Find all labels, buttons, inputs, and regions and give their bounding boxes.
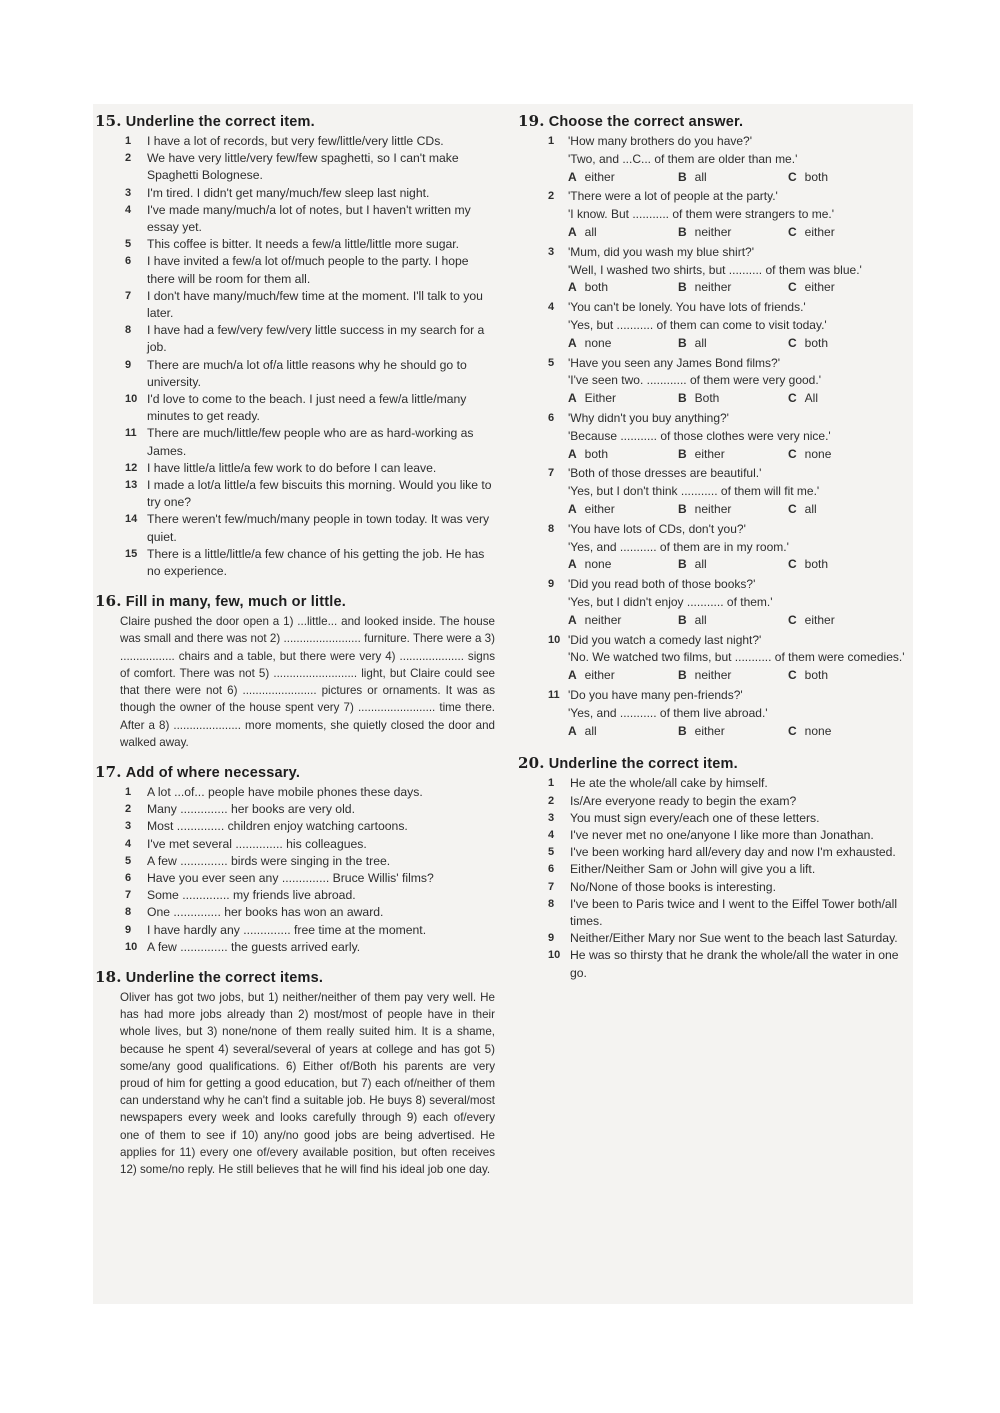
item-number: 13 bbox=[125, 479, 138, 492]
item-text: I've never met no one/anyone I like more than Jonathan. bbox=[570, 827, 874, 842]
question-item bbox=[518, 299, 913, 352]
option-text: none bbox=[584, 557, 612, 572]
answer-option bbox=[678, 612, 788, 630]
section-heading: Choose the correct answer. bbox=[548, 114, 744, 130]
item-text: Many .............. her books are very old. bbox=[147, 802, 355, 817]
option-letter: A bbox=[568, 668, 577, 683]
item-number: 4 bbox=[125, 837, 132, 850]
option-letter: A bbox=[568, 612, 577, 627]
answer-line: 'Well, I washed two shirts, but .......... of them was blue.' bbox=[568, 262, 862, 277]
option-text: both bbox=[804, 169, 829, 184]
item-text: I'm tired. I didn't get many/much/few sleep last night. bbox=[147, 185, 430, 200]
item-text: A few .............. the guests arrived early. bbox=[147, 939, 361, 954]
answer-options bbox=[568, 556, 913, 574]
section-17 bbox=[95, 763, 495, 956]
question-line: 'How many brothers do you have?' bbox=[568, 134, 753, 148]
option-text: either bbox=[584, 501, 615, 516]
answer-option bbox=[788, 169, 898, 187]
option-letter: C bbox=[788, 501, 797, 516]
option-letter: C bbox=[788, 612, 797, 627]
item-text: There are much/a lot of/a little reasons why he should go to university. bbox=[147, 357, 467, 389]
item-number: 10 bbox=[125, 393, 138, 406]
answer-options bbox=[568, 501, 913, 519]
section-number: 20. bbox=[518, 754, 545, 773]
list-item bbox=[95, 887, 495, 904]
option-letter: C bbox=[788, 280, 797, 295]
option-text: either bbox=[804, 612, 835, 627]
list-item bbox=[95, 853, 495, 870]
option-letter: B bbox=[678, 224, 687, 239]
item-number: 6 bbox=[548, 411, 555, 424]
answer-line: 'Yes, and ........... of them live abroad.' bbox=[568, 705, 768, 720]
item-text: He ate the whole/all cake by himself. bbox=[570, 776, 768, 791]
section-title bbox=[95, 112, 495, 130]
section-18 bbox=[95, 968, 495, 1178]
answer-option bbox=[678, 556, 788, 574]
item-text: No/None of those books is interesting. bbox=[570, 879, 776, 894]
answer-option bbox=[678, 224, 788, 242]
option-text: all bbox=[694, 335, 707, 350]
option-letter: A bbox=[568, 335, 577, 350]
question-item bbox=[518, 410, 913, 463]
answer-option bbox=[788, 224, 898, 242]
option-text: either bbox=[694, 446, 725, 461]
item-text: I made a lot/a little/a few biscuits this morning. Would you like to try one? bbox=[147, 478, 492, 510]
option-text: neither bbox=[584, 612, 622, 627]
question-item bbox=[518, 244, 913, 297]
item-text: You must sign every/each one of these letters. bbox=[570, 810, 820, 825]
answer-line: 'Yes, but I didn't enjoy ........... of them.' bbox=[568, 594, 773, 609]
question-line: 'There were a lot of people at the party.' bbox=[568, 189, 778, 204]
item-number: 12 bbox=[125, 461, 138, 474]
item-number: 8 bbox=[548, 522, 555, 535]
list-item bbox=[95, 836, 495, 853]
item-text: There is a little/little/a few chance of his getting the job. He has no experience. bbox=[147, 546, 485, 579]
option-letter: A bbox=[568, 446, 577, 461]
text-paragraph: Oliver has got two jobs, but 1) neither/neither of them pay very well. He has had more jobs already than 2) most/most of people have in their whole lives, but 3) none/none of them really suited him. It is a shame, because he spent 4) several/several of years at college and has got 5) some/any good qualifications. 6) Either of/Both his parents are very proud of him for getting a good education, but 7) each of/neither of them can understand why he can't find a suitable job. He buys 8) several/most newspapers every week and looks carefully through 9) each of/every one of them to see if 10) any/no good jobs are being advertised. He applies for 11) every one of/every available position, but often receives 12) some/no reply. He still believes that he will find his ideal job one day. bbox=[120, 990, 495, 1176]
answer-line: 'I've seen two. ............ of them were very good.' bbox=[568, 373, 821, 388]
option-letter: C bbox=[788, 224, 797, 239]
section-20 bbox=[518, 754, 913, 981]
item-number: 3 bbox=[125, 186, 132, 199]
section-number: 19. bbox=[518, 112, 545, 130]
list-item bbox=[95, 202, 495, 236]
option-letter: B bbox=[678, 169, 687, 184]
answer-option bbox=[568, 224, 678, 242]
answer-options bbox=[568, 723, 913, 741]
section-16 bbox=[95, 592, 495, 751]
list-item bbox=[95, 801, 495, 818]
item-number: 2 bbox=[548, 794, 555, 807]
option-letter: C bbox=[788, 557, 797, 572]
item-text: I have hardly any .............. free time at the moment. bbox=[147, 922, 427, 937]
option-letter: B bbox=[678, 280, 687, 295]
item-text: A few .............. birds were singing in the tree. bbox=[147, 853, 391, 868]
section-heading: Fill in many, few, much or little. bbox=[125, 594, 347, 611]
item-number: 7 bbox=[548, 880, 555, 893]
option-text: neither bbox=[694, 280, 732, 295]
option-text: both bbox=[584, 280, 609, 295]
item-number: 4 bbox=[548, 828, 555, 841]
option-letter: A bbox=[568, 501, 577, 516]
option-letter: B bbox=[678, 501, 687, 516]
list-item bbox=[518, 896, 913, 930]
answer-option bbox=[788, 279, 898, 297]
answer-line: 'Because ........... of those clothes were very nice.' bbox=[568, 428, 831, 443]
option-text: either bbox=[804, 224, 835, 239]
item-number: 6 bbox=[125, 255, 132, 268]
question-item bbox=[518, 632, 913, 685]
list-item bbox=[95, 818, 495, 835]
question-line: 'Did you watch a comedy last night?' bbox=[568, 632, 762, 647]
list-item bbox=[95, 784, 495, 801]
item-number: 5 bbox=[548, 846, 555, 859]
option-letter: C bbox=[788, 723, 797, 738]
option-text: Either bbox=[584, 391, 617, 406]
list-item bbox=[518, 827, 913, 844]
option-text: All bbox=[804, 391, 819, 406]
section-title bbox=[95, 763, 495, 781]
option-letter: B bbox=[678, 335, 687, 350]
answer-option bbox=[788, 612, 898, 630]
section-heading: Underline the correct items. bbox=[125, 969, 324, 986]
question-line: 'Do you have many pen-friends?' bbox=[568, 687, 743, 702]
option-text: none bbox=[804, 446, 832, 461]
list-item bbox=[95, 253, 495, 287]
item-number: 6 bbox=[548, 863, 555, 876]
answer-option bbox=[568, 335, 678, 353]
list-item bbox=[95, 150, 495, 184]
option-letter: A bbox=[568, 557, 577, 572]
item-text: One .............. her books has won an award. bbox=[147, 905, 384, 920]
item-text: Most .............. children enjoy watching cartoons. bbox=[147, 819, 408, 834]
option-letter: B bbox=[678, 446, 687, 461]
option-text: all bbox=[804, 501, 817, 516]
answer-line: 'Two, and ...C... of them are older than me.' bbox=[568, 151, 798, 166]
answer-option bbox=[788, 723, 898, 741]
answer-option bbox=[568, 556, 678, 574]
answer-option bbox=[678, 390, 788, 408]
answer-option bbox=[678, 446, 788, 464]
item-text: There weren't few/much/many people in town today. It was very quiet. bbox=[147, 512, 490, 544]
item-number: 5 bbox=[125, 854, 132, 867]
item-number: 1 bbox=[125, 135, 132, 147]
option-text: all bbox=[584, 723, 597, 738]
option-text: all bbox=[694, 612, 707, 627]
item-number: 14 bbox=[125, 513, 138, 526]
answer-option bbox=[788, 446, 898, 464]
option-text: neither bbox=[694, 501, 732, 516]
item-text: Have you ever seen any .............. Bruce Willis' films? bbox=[147, 870, 434, 885]
option-letter: C bbox=[788, 391, 797, 406]
answer-line: 'Yes, but I don't think ........... of them will fit me.' bbox=[568, 484, 820, 499]
option-text: either bbox=[694, 723, 725, 738]
item-number: 5 bbox=[548, 356, 555, 369]
answer-line: 'No. We watched two films, but ........... of them were comedies.' bbox=[568, 650, 905, 665]
option-text: either bbox=[584, 169, 615, 184]
answer-option bbox=[568, 446, 678, 464]
section-title bbox=[95, 968, 495, 986]
right-column bbox=[518, 112, 913, 994]
item-text: He was so thirsty that he drank the whole/all the water in one go. bbox=[570, 948, 899, 980]
item-number: 7 bbox=[125, 889, 132, 902]
item-number: 1 bbox=[548, 135, 555, 147]
option-letter: C bbox=[788, 668, 797, 683]
question-line: 'You can't be lonely. You have lots of friends.' bbox=[568, 300, 806, 315]
option-letter: B bbox=[678, 391, 687, 406]
list-item bbox=[518, 930, 913, 947]
answer-options bbox=[568, 390, 913, 408]
item-number: 2 bbox=[125, 152, 132, 165]
item-number: 3 bbox=[125, 820, 132, 833]
answer-options bbox=[568, 335, 913, 353]
answer-line: 'Yes, and ........... of them are in my room.' bbox=[568, 539, 789, 554]
item-number: 5 bbox=[125, 238, 132, 251]
option-text: all bbox=[694, 169, 707, 184]
left-column bbox=[95, 112, 495, 1190]
item-text: I have invited a few/a lot of/much people to the party. I hope there will be room for them all. bbox=[147, 254, 469, 286]
item-number: 10 bbox=[125, 940, 138, 953]
list-item bbox=[518, 793, 913, 810]
item-number: 9 bbox=[548, 932, 555, 945]
item-number: 9 bbox=[548, 578, 555, 591]
item-number: 8 bbox=[125, 906, 132, 919]
answer-option bbox=[568, 279, 678, 297]
section-19 bbox=[518, 112, 913, 740]
question-item bbox=[518, 355, 913, 408]
question-item bbox=[518, 465, 913, 518]
answer-options bbox=[568, 279, 913, 297]
item-text: I don't have many/much/few time at the moment. I'll talk to you later. bbox=[147, 288, 483, 321]
answer-line: 'Yes, but ........... of them can come to visit today.' bbox=[568, 317, 827, 332]
option-letter: A bbox=[568, 391, 577, 406]
list-item bbox=[518, 947, 913, 981]
item-number: 10 bbox=[548, 633, 561, 646]
item-text: I've been working hard all/every day and now I'm exhausted. bbox=[570, 845, 896, 860]
section-heading: Add of where necessary. bbox=[125, 764, 301, 781]
item-text: I've made many/much/a lot of notes, but I haven't written my essay yet. bbox=[147, 202, 471, 235]
list-item bbox=[95, 922, 495, 939]
answer-options bbox=[568, 224, 913, 242]
answer-options bbox=[568, 169, 913, 187]
item-text: There are much/little/few people who are as hard-working as James. bbox=[147, 426, 474, 458]
item-text: I have little/a little/a few work to do before I can leave. bbox=[147, 460, 437, 475]
item-text: I'd love to come to the beach. I just need a few/a little/many minutes to get ready. bbox=[147, 392, 467, 424]
option-letter: A bbox=[568, 224, 577, 239]
answer-option bbox=[568, 390, 678, 408]
item-number: 1 bbox=[548, 777, 555, 790]
answer-option bbox=[678, 279, 788, 297]
list-item bbox=[518, 810, 913, 827]
item-text: Either/Neither Sam or John will give you a lift. bbox=[570, 862, 816, 877]
question-line: 'You have lots of CDs, don't you?' bbox=[568, 521, 746, 536]
answer-option bbox=[678, 501, 788, 519]
item-number: 11 bbox=[125, 427, 137, 440]
option-letter: B bbox=[678, 612, 687, 627]
question-item bbox=[518, 521, 913, 574]
item-text: A lot ...of... people have mobile phones these days. bbox=[147, 784, 423, 799]
answer-option bbox=[788, 667, 898, 685]
item-text: Neither/Either Mary nor Sue went to the beach last Saturday. bbox=[570, 931, 898, 946]
item-text: I have a lot of records, but very few/little/very little CDs. bbox=[147, 134, 444, 148]
list-item bbox=[518, 775, 913, 792]
answer-line: 'I know. But ........... of them were strangers to me.' bbox=[568, 207, 835, 222]
answer-option bbox=[788, 556, 898, 574]
section-heading: Underline the correct item. bbox=[125, 114, 315, 130]
answer-option bbox=[788, 390, 898, 408]
item-number: 7 bbox=[548, 467, 555, 480]
option-letter: A bbox=[568, 723, 577, 738]
option-letter: C bbox=[788, 446, 797, 461]
option-text: Both bbox=[694, 391, 720, 406]
answer-option bbox=[788, 501, 898, 519]
item-text: Some .............. my friends live abroad. bbox=[147, 888, 356, 903]
list-item bbox=[95, 185, 495, 202]
item-number: 6 bbox=[125, 871, 132, 884]
answer-option bbox=[678, 335, 788, 353]
item-number: 2 bbox=[125, 803, 132, 816]
section-number: 18. bbox=[95, 967, 122, 986]
option-letter: B bbox=[678, 723, 687, 738]
item-number: 8 bbox=[548, 897, 555, 910]
question-line: 'Did you read both of those books?' bbox=[568, 577, 756, 592]
answer-option bbox=[678, 667, 788, 685]
item-text: I have had a few/very few/very little success in my search for a job. bbox=[147, 323, 485, 355]
option-text: either bbox=[584, 668, 615, 683]
item-text: I've been to Paris twice and I went to the Eiffel Tower both/all times. bbox=[570, 896, 898, 928]
answer-options bbox=[568, 612, 913, 630]
option-letter: C bbox=[788, 169, 797, 184]
question-line: 'Both of those dresses are beautiful.' bbox=[568, 466, 762, 481]
answer-option bbox=[568, 169, 678, 187]
list-item bbox=[95, 511, 495, 545]
list-item bbox=[518, 879, 913, 896]
option-letter: C bbox=[788, 335, 797, 350]
section-number: 17. bbox=[95, 762, 122, 781]
list-item bbox=[95, 236, 495, 253]
answer-options bbox=[568, 446, 913, 464]
option-text: neither bbox=[694, 224, 732, 239]
answer-option bbox=[788, 335, 898, 353]
answer-option bbox=[568, 612, 678, 630]
question-item bbox=[518, 576, 913, 629]
question-item bbox=[518, 687, 913, 740]
item-number: 9 bbox=[125, 358, 132, 371]
list-item bbox=[95, 357, 495, 391]
question-line: 'Why didn't you buy anything?' bbox=[568, 410, 729, 425]
list-item bbox=[95, 425, 495, 459]
option-letter: B bbox=[678, 557, 687, 572]
question-list bbox=[518, 133, 913, 740]
section-number: 15. bbox=[95, 112, 122, 130]
list-item bbox=[95, 904, 495, 921]
item-number: 2 bbox=[548, 190, 555, 203]
section-number: 16. bbox=[95, 592, 122, 611]
option-letter: B bbox=[678, 668, 687, 683]
answer-option bbox=[568, 667, 678, 685]
item-number: 1 bbox=[125, 785, 132, 798]
option-text: neither bbox=[694, 668, 732, 683]
option-text: all bbox=[694, 557, 707, 572]
item-text: This coffee is bitter. It needs a few/a little/little more sugar. bbox=[147, 237, 460, 252]
list-item bbox=[95, 322, 495, 356]
list-item bbox=[95, 460, 495, 477]
list-item bbox=[95, 939, 495, 956]
item-number: 8 bbox=[125, 324, 132, 337]
item-number: 7 bbox=[125, 289, 132, 302]
option-text: both bbox=[804, 557, 829, 572]
list-item bbox=[95, 870, 495, 887]
answer-option bbox=[678, 723, 788, 741]
answer-options bbox=[568, 667, 913, 685]
option-letter: A bbox=[568, 169, 577, 184]
question-line: 'Have you seen any James Bond films?' bbox=[568, 355, 781, 370]
item-number: 4 bbox=[548, 301, 555, 314]
option-text: both bbox=[804, 668, 829, 683]
option-text: either bbox=[804, 280, 835, 295]
option-text: both bbox=[584, 446, 609, 461]
item-text: Is/Are everyone ready to begin the exam? bbox=[570, 793, 797, 808]
question-item bbox=[518, 188, 913, 241]
list-item bbox=[518, 861, 913, 878]
item-number: 11 bbox=[548, 688, 560, 701]
item-number: 9 bbox=[125, 923, 132, 936]
answer-option bbox=[678, 169, 788, 187]
option-letter: A bbox=[568, 280, 577, 295]
section-title bbox=[518, 754, 913, 772]
item-number: 3 bbox=[548, 811, 555, 824]
list-item bbox=[95, 477, 495, 511]
item-number: 10 bbox=[548, 949, 561, 962]
section-title bbox=[518, 112, 913, 130]
list-item bbox=[95, 133, 495, 150]
option-text: all bbox=[584, 224, 597, 239]
item-text: I've met several .............. his colleagues. bbox=[147, 836, 367, 851]
list-item bbox=[95, 288, 495, 322]
option-text: none bbox=[584, 335, 612, 350]
list-item bbox=[518, 844, 913, 861]
option-text: both bbox=[804, 335, 829, 350]
item-number: 3 bbox=[548, 245, 555, 258]
item-number: 15 bbox=[125, 547, 138, 560]
question-line: 'Mum, did you wash my blue shirt?' bbox=[568, 244, 754, 259]
item-number: 4 bbox=[125, 203, 132, 216]
cloze-paragraph: Claire pushed the door open a 1) ...little... and looked inside. The house was small and there was not 2) ........................ furniture. There were a 3) ................. chairs and a table, but there were very 4) .................... signs of comfort. There was not 5) .......................... light, but Claire could see that there were not 6) ....................... pictures or ornaments. It was as though the owner of the house spent very 7) ........................ time there. After a 8) ..................... more moments, she quietly closed the door and walked away. bbox=[120, 615, 495, 749]
question-item bbox=[518, 133, 913, 186]
option-text: none bbox=[804, 723, 832, 738]
answer-option bbox=[568, 501, 678, 519]
section-heading: Underline the correct item. bbox=[548, 756, 738, 773]
list-item bbox=[95, 391, 495, 425]
item-text: We have very little/very few/few spaghetti, so I can't make Spaghetti Bolognese. bbox=[147, 151, 459, 183]
list-item bbox=[95, 546, 495, 580]
section-15 bbox=[95, 112, 495, 580]
section-title bbox=[95, 592, 495, 610]
answer-option bbox=[568, 723, 678, 741]
